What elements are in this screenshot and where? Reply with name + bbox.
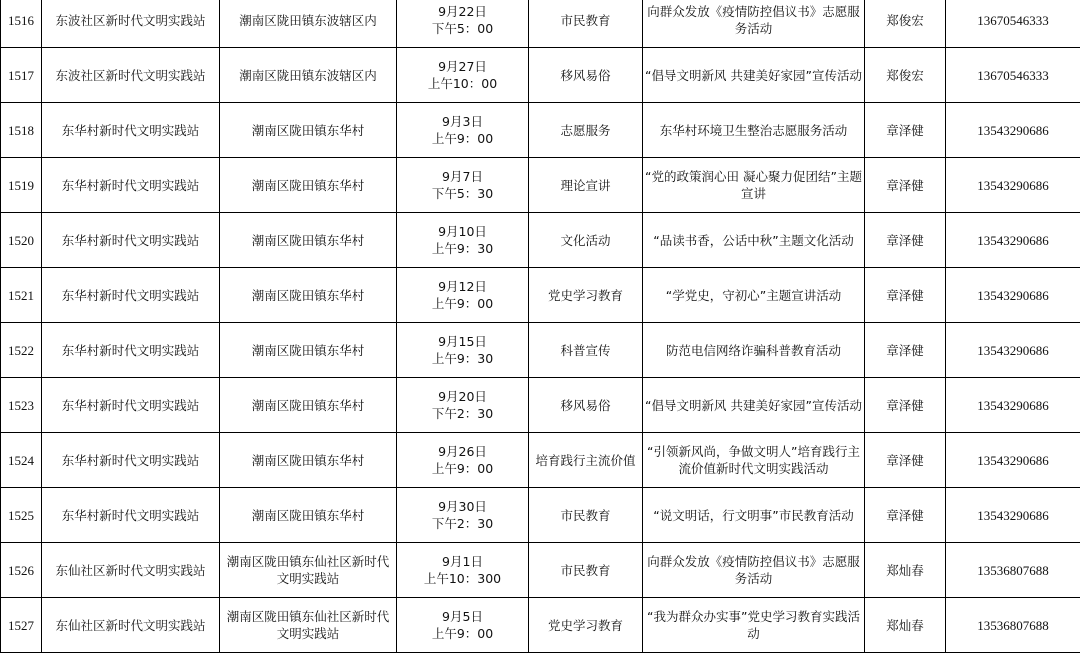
station-name: 东华村新时代文明实践站 <box>42 488 220 543</box>
row-number: 1527 <box>1 598 42 653</box>
row-number: 1516 <box>1 0 42 48</box>
category: 市民教育 <box>529 488 643 543</box>
date: 9月5日 <box>442 609 483 624</box>
phone-number: 13543290686 <box>946 103 1080 158</box>
activity-content: “党的政策润心田 凝心聚力促团结”主题宣讲 <box>643 158 865 213</box>
activity-content: 向群众发放《疫情防控倡议书》志愿服务活动 <box>643 543 865 598</box>
location: 潮南区陇田镇东波辖区内 <box>220 0 397 48</box>
activity-content: “倡导文明新风 共建美好家园”宣传活动 <box>643 48 865 103</box>
contact-person: 章泽健 <box>865 323 946 378</box>
date: 9月3日 <box>442 114 483 129</box>
contact-person: 章泽健 <box>865 378 946 433</box>
contact-person: 章泽健 <box>865 158 946 213</box>
date-time <box>397 0 529 48</box>
date: 9月10日 <box>438 224 487 239</box>
location: 潮南区陇田镇东华村 <box>220 378 397 433</box>
location: 潮南区陇田镇东华村 <box>220 103 397 158</box>
activity-content: “倡导文明新风 共建美好家园”宣传活动 <box>643 378 865 433</box>
time: 上午10：00 <box>427 76 498 91</box>
contact-person: 郑灿春 <box>865 598 946 653</box>
row-number: 1523 <box>1 378 42 433</box>
date-time <box>397 488 529 543</box>
location: 潮南区陇田镇东华村 <box>220 323 397 378</box>
date: 9月22日 <box>438 4 487 19</box>
time: 下午5：00 <box>431 21 494 36</box>
phone-number: 13670546333 <box>946 0 1080 48</box>
station-name: 东华村新时代文明实践站 <box>42 213 220 268</box>
table-row <box>1 213 1080 268</box>
date-time <box>397 158 529 213</box>
station-name: 东华村新时代文明实践站 <box>42 158 220 213</box>
row-number: 1526 <box>1 543 42 598</box>
date-time <box>397 268 529 323</box>
row-number: 1517 <box>1 48 42 103</box>
location: 潮南区陇田镇东华村 <box>220 433 397 488</box>
contact-person: 章泽健 <box>865 213 946 268</box>
date-time <box>397 48 529 103</box>
activity-content: “品读书香，公话中秋”主题文化活动 <box>643 213 865 268</box>
station-name: 东华村新时代文明实践站 <box>42 433 220 488</box>
time: 上午9：30 <box>431 241 494 256</box>
date: 9月26日 <box>438 444 487 459</box>
table-row <box>1 433 1080 488</box>
contact-person: 郑俊宏 <box>865 48 946 103</box>
phone-number: 13543290686 <box>946 488 1080 543</box>
date: 9月27日 <box>438 59 487 74</box>
location: 潮南区陇田镇东仙社区新时代文明实践站 <box>220 543 397 598</box>
location: 潮南区陇田镇东华村 <box>220 268 397 323</box>
station-name: 东波社区新时代文明实践站 <box>42 0 220 48</box>
station-name: 东华村新时代文明实践站 <box>42 378 220 433</box>
contact-person: 章泽健 <box>865 268 946 323</box>
station-name: 东华村新时代文明实践站 <box>42 323 220 378</box>
date: 9月15日 <box>438 334 487 349</box>
phone-number: 13543290686 <box>946 158 1080 213</box>
location: 潮南区陇田镇东华村 <box>220 158 397 213</box>
phone-number: 13543290686 <box>946 323 1080 378</box>
date-time <box>397 543 529 598</box>
table-row <box>1 103 1080 158</box>
row-number: 1518 <box>1 103 42 158</box>
contact-person: 郑灿春 <box>865 543 946 598</box>
date: 9月1日 <box>442 554 483 569</box>
date: 9月12日 <box>438 279 487 294</box>
activity-content: “学党史，守初心”主题宣讲活动 <box>643 268 865 323</box>
table-row <box>1 598 1080 653</box>
time: 下午2：30 <box>431 516 494 531</box>
table-row <box>1 0 1080 48</box>
time: 上午10：300 <box>423 571 502 586</box>
station-name: 东仙社区新时代文明实践站 <box>42 543 220 598</box>
phone-number: 13670546333 <box>946 48 1080 103</box>
date-time <box>397 598 529 653</box>
activity-content: “我为群众办实事”党史学习教育实践活动 <box>643 598 865 653</box>
date: 9月30日 <box>438 499 487 514</box>
contact-person: 章泽健 <box>865 488 946 543</box>
phone-number: 13543290686 <box>946 268 1080 323</box>
row-number: 1524 <box>1 433 42 488</box>
category: 移风易俗 <box>529 378 643 433</box>
date-time <box>397 323 529 378</box>
category: 志愿服务 <box>529 103 643 158</box>
row-number: 1521 <box>1 268 42 323</box>
station-name: 东华村新时代文明实践站 <box>42 103 220 158</box>
phone-number: 13536807688 <box>946 598 1080 653</box>
activity-content: 向群众发放《疫情防控倡议书》志愿服务活动 <box>643 0 865 48</box>
location: 潮南区陇田镇东波辖区内 <box>220 48 397 103</box>
date-time <box>397 433 529 488</box>
row-number: 1520 <box>1 213 42 268</box>
location: 潮南区陇田镇东仙社区新时代文明实践站 <box>220 598 397 653</box>
row-number: 1522 <box>1 323 42 378</box>
date-time <box>397 103 529 158</box>
table-row <box>1 323 1080 378</box>
category: 党史学习教育 <box>529 268 643 323</box>
row-number: 1525 <box>1 488 42 543</box>
category: 党史学习教育 <box>529 598 643 653</box>
activity-content: 防范电信网络诈骗科普教育活动 <box>643 323 865 378</box>
station-name: 东华村新时代文明实践站 <box>42 268 220 323</box>
location: 潮南区陇田镇东华村 <box>220 213 397 268</box>
category: 移风易俗 <box>529 48 643 103</box>
location: 潮南区陇田镇东华村 <box>220 488 397 543</box>
contact-person: 章泽健 <box>865 103 946 158</box>
time: 下午2：30 <box>431 406 494 421</box>
table-row <box>1 378 1080 433</box>
category: 市民教育 <box>529 543 643 598</box>
phone-number: 13543290686 <box>946 433 1080 488</box>
date-time <box>397 378 529 433</box>
table-row <box>1 268 1080 323</box>
category: 理论宣讲 <box>529 158 643 213</box>
date: 9月7日 <box>442 169 483 184</box>
time: 上午9：00 <box>431 461 494 476</box>
contact-person: 章泽健 <box>865 433 946 488</box>
time: 上午9：00 <box>431 626 494 641</box>
category: 市民教育 <box>529 0 643 48</box>
phone-number: 13536807688 <box>946 543 1080 598</box>
contact-person: 郑俊宏 <box>865 0 946 48</box>
station-name: 东仙社区新时代文明实践站 <box>42 598 220 653</box>
phone-number: 13543290686 <box>946 378 1080 433</box>
row-number: 1519 <box>1 158 42 213</box>
table-row <box>1 48 1080 103</box>
table-row <box>1 543 1080 598</box>
date-time <box>397 213 529 268</box>
time: 上午9：30 <box>431 351 494 366</box>
station-name: 东波社区新时代文明实践站 <box>42 48 220 103</box>
time: 下午5：30 <box>431 186 494 201</box>
activity-content: “说文明话，行文明事”市民教育活动 <box>643 488 865 543</box>
time: 上午9：00 <box>431 296 494 311</box>
phone-number: 13543290686 <box>946 213 1080 268</box>
table-row <box>1 488 1080 543</box>
time: 上午9：00 <box>431 131 494 146</box>
date: 9月20日 <box>438 389 487 404</box>
category: 科普宣传 <box>529 323 643 378</box>
activity-content: “引领新风尚，争做文明人”培育践行主流价值新时代文明实践活动 <box>643 433 865 488</box>
activity-content: 东华村环境卫生整治志愿服务活动 <box>643 103 865 158</box>
category: 文化活动 <box>529 213 643 268</box>
category: 培育践行主流价值 <box>529 433 643 488</box>
table-row <box>1 158 1080 213</box>
